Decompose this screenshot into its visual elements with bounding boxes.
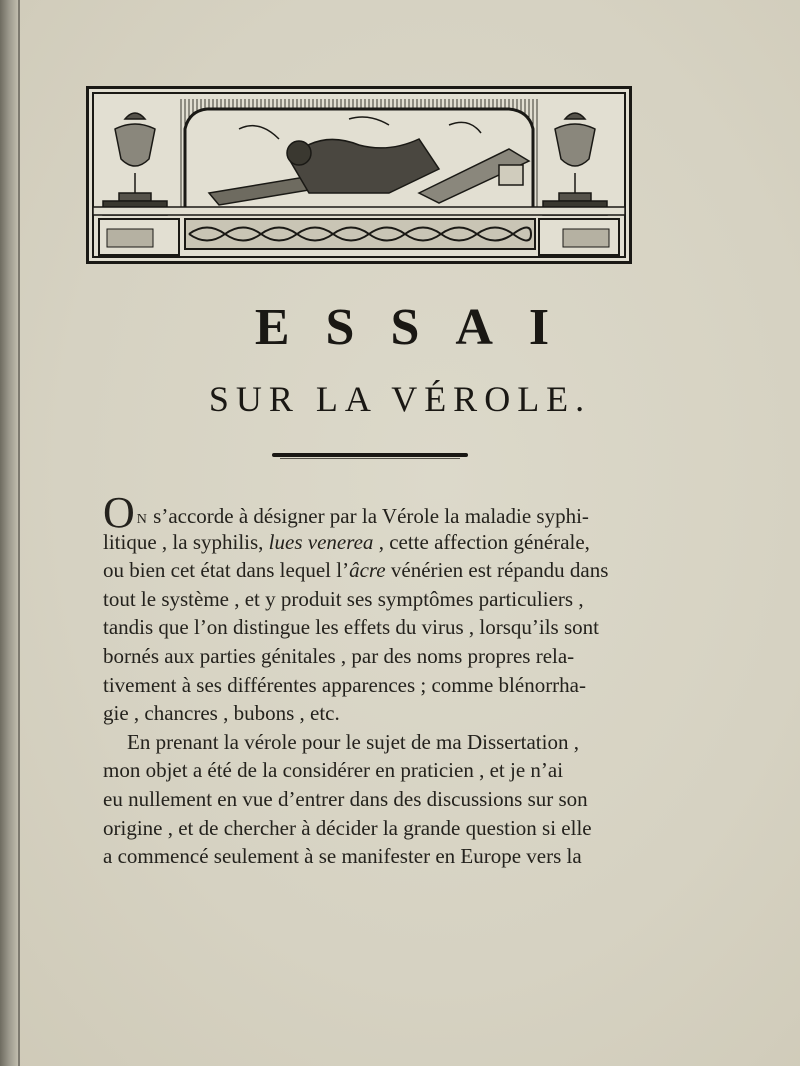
right-urn xyxy=(543,113,607,215)
text-line: tivement à ses différentes apparences ; comme blénorrha- xyxy=(103,672,586,697)
text-line xyxy=(103,556,640,585)
text-line: En prenant la vérole pour le sujet de ma Dissertation , xyxy=(127,729,579,754)
text-fragment: vénérien est répandu dans xyxy=(390,558,609,583)
body-text xyxy=(103,488,640,871)
text-line: tandis que l’on distingue les effets du virus , lorsqu’ils sont xyxy=(103,615,599,640)
text-line: a commencé seulement à se manifester en Europe vers la xyxy=(103,844,582,869)
spine-edge xyxy=(18,0,20,1066)
left-urn xyxy=(103,113,167,215)
page-subtitle: SUR LA VÉROLE. xyxy=(208,379,592,419)
text-fragment: , cette affection générale, xyxy=(378,529,590,554)
text-line xyxy=(103,488,640,537)
book-spine-shadow xyxy=(0,0,20,1066)
text-line: eu nullement en vue d’entrer dans des discussions sur son xyxy=(103,786,588,811)
text-line: tout le système , et y produit ses symptômes particuliers , xyxy=(103,586,584,611)
text-line xyxy=(103,528,640,557)
engraved-headpiece xyxy=(86,86,632,264)
text-fragment: ou bien cet état dans lequel l’ xyxy=(103,558,350,583)
headpiece-engraving xyxy=(89,89,629,261)
text-line: origine , et de chercher à décider la grande question si elle xyxy=(103,815,592,840)
text-line: mon objet a été de la considérer en praticien , et je n’ai xyxy=(103,758,564,783)
small-caps: N xyxy=(136,512,148,527)
page-title: ESSAI xyxy=(254,299,586,356)
drop-cap: O xyxy=(103,488,135,537)
text-line: gie , chancres , bubons , etc. xyxy=(103,701,340,726)
italic-text: lues venerea xyxy=(268,529,374,554)
italic-text: âcre xyxy=(349,558,386,583)
text-fragment: litique , la syphilis, xyxy=(103,529,264,554)
text-line: bornés aux parties génitales , par des noms propres rela- xyxy=(103,643,575,668)
text-fragment: s’accorde à désigner par la Vérole la maladie syphi- xyxy=(153,504,589,528)
ornamental-rule xyxy=(272,453,468,457)
